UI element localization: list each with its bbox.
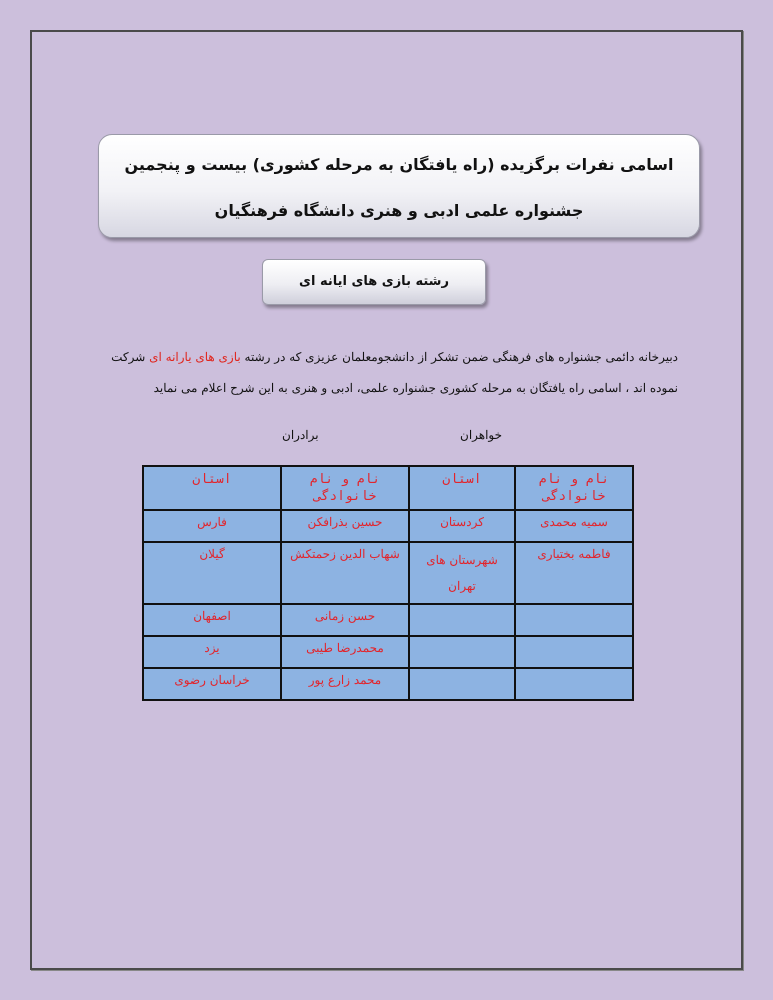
- sister-name-cell: فاطمه بختیاری: [515, 542, 633, 604]
- sister-province-cell: کردستان: [409, 510, 515, 542]
- subtitle-box: رشته بازی های ایانه ای: [262, 259, 486, 305]
- sisters-label: خواهران: [460, 428, 503, 442]
- winners-table: [142, 465, 634, 701]
- brother-province-cell: گیلان: [143, 542, 281, 604]
- sister-name-cell: [515, 604, 633, 636]
- sister-province-cell: [409, 604, 515, 636]
- table-row: [143, 636, 633, 668]
- brothers-label: برادران: [282, 428, 319, 442]
- header-sister-province: استان: [409, 466, 515, 510]
- intro-highlight: بازی های یارانه ای: [149, 350, 241, 364]
- title-box: [98, 134, 700, 238]
- brother-name-cell: حسن زمانی: [281, 604, 409, 636]
- sister-province-cell: [409, 636, 515, 668]
- brother-name-cell: محمد زارع پور: [281, 668, 409, 700]
- intro-part-2: شرکت نموده اند ، اسامی راه یافتگان به مرحله کشوری جشنواره علمی، ادبی و هنری به این شرح اعلام می نماید: [111, 350, 678, 395]
- brother-province-cell: یزد: [143, 636, 281, 668]
- sister-name-cell: [515, 668, 633, 700]
- brother-province-cell: فارس: [143, 510, 281, 542]
- table-row: [143, 542, 633, 604]
- intro-paragraph: [98, 342, 678, 404]
- table-row: [143, 668, 633, 700]
- sister-province-cell: شهرستان های تهران: [409, 542, 515, 604]
- header-brother-province: استان: [143, 466, 281, 510]
- brother-name-cell: شهاب الدین زحمتکش: [281, 542, 409, 604]
- table-header-row: [143, 466, 633, 510]
- table-row: [143, 604, 633, 636]
- intro-part-1: دبیرخانه دائمی جشنواره های فرهنگی ضمن تشکر از دانشجومعلمان عزیزی که در رشته: [240, 350, 678, 364]
- sister-name-cell: سمیه محمدی: [515, 510, 633, 542]
- sister-province-cell: [409, 668, 515, 700]
- table-row: [143, 510, 633, 542]
- brother-province-cell: خراسان رضوی: [143, 668, 281, 700]
- brother-province-cell: اصفهان: [143, 604, 281, 636]
- header-brother-name: نام و نام خانوادگی: [281, 466, 409, 510]
- title-line-2: جشنواره علمی ادبی و هنری دانشگاه فرهنگیان: [214, 201, 584, 220]
- sister-name-cell: [515, 636, 633, 668]
- brother-name-cell: حسین بذرافکن: [281, 510, 409, 542]
- brother-name-cell: محمدرضا طیبی: [281, 636, 409, 668]
- title-line-1: اسامی نفرات برگزیده (راه یافتگان به مرحله کشوری) بیست و پنجمین: [124, 155, 674, 174]
- header-sister-name: نام و نام خانوادگی: [515, 466, 633, 510]
